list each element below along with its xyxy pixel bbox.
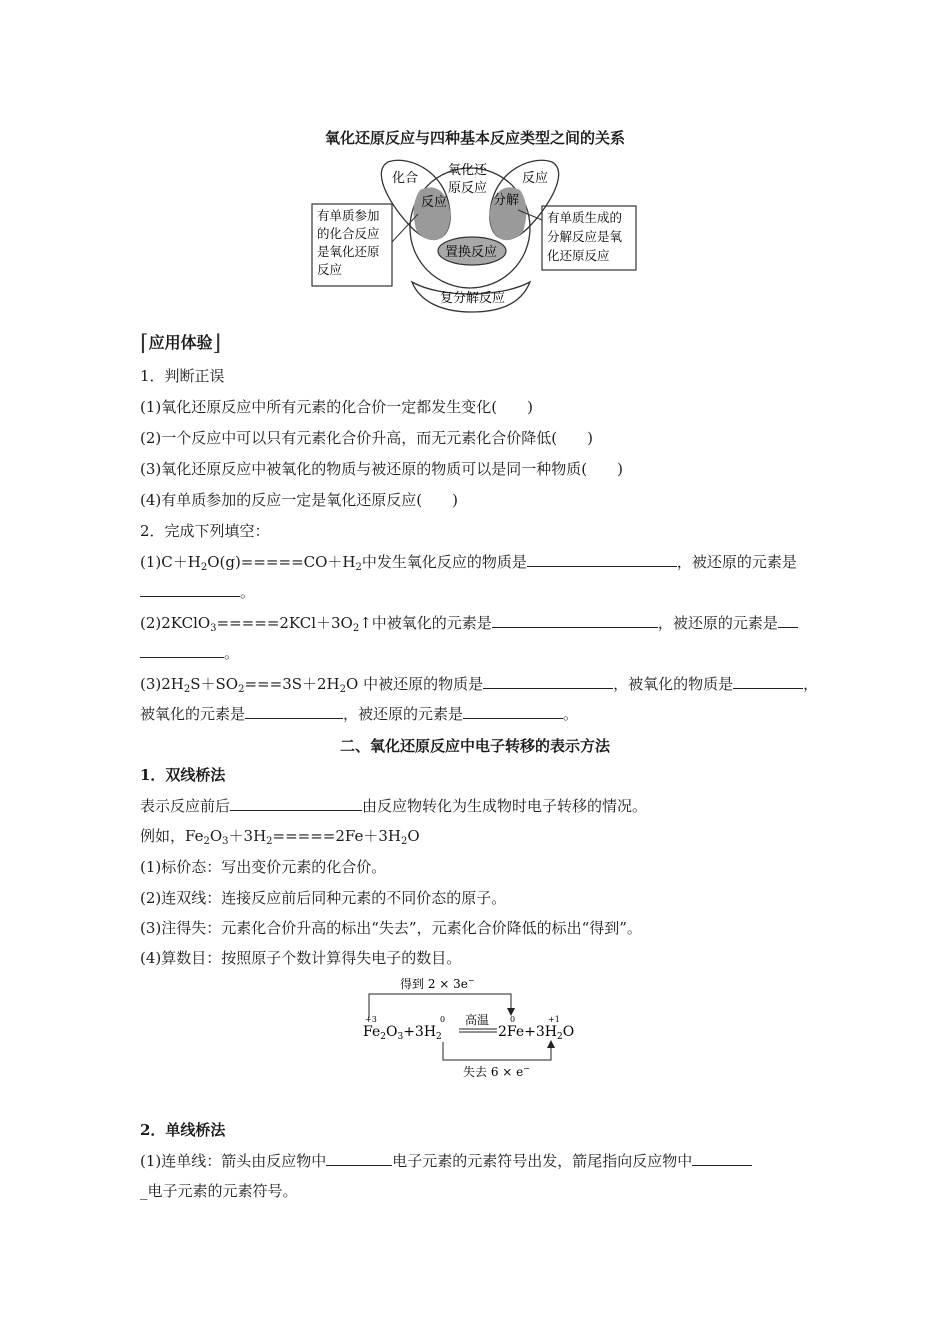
- step-4: (4)算数目：按照原子个数计算得失电子的数目。: [140, 949, 462, 967]
- right-box-line-1: 有单质生成的: [547, 210, 623, 225]
- answer-blank[interactable]: [245, 704, 343, 719]
- method2-line-1: (1)连单线：箭头由反应物中 电子元素的元素符号出发，箭尾指向反应物中: [140, 1151, 752, 1171]
- bridge-top-label: 得到 2 × 3e−: [400, 976, 475, 991]
- q2-part-1-cont: 。: [140, 582, 255, 602]
- q2-part-2-cont: 。: [140, 643, 239, 663]
- method1-title: 1．双线桥法: [140, 766, 226, 784]
- diagram-title: 氧化还原反应与四种基本反应类型之间的关系: [324, 129, 625, 147]
- right-box-line-2: 分解反应是氧: [547, 229, 623, 244]
- label-decomposition-top: 反应: [522, 171, 549, 186]
- equation-products: $2Fe+3H_2O$: [498, 1024, 575, 1042]
- label-decomposition-bottom: 分解: [493, 193, 520, 208]
- step-3: (3)注得失：元素化合价升高的标出“失去”，元素化合价降低的标出“得到”。: [140, 919, 642, 937]
- right-box-line-3: 化还原反应: [547, 248, 610, 263]
- method1-desc: 表示反应前后 由反应物转化为生成物时电子转移的情况。: [140, 797, 648, 815]
- label-double-decomposition: 复分解反应: [440, 291, 506, 306]
- method2-title: 2．单线桥法: [140, 1121, 226, 1139]
- label-redox-2: 原反应: [448, 181, 488, 196]
- q2-title: 2．完成下列填空：: [140, 522, 270, 540]
- bracket-left-icon: ⌈: [140, 331, 149, 356]
- valence-h-left: 0: [440, 1015, 446, 1024]
- left-box-line-2: 的化合反应: [317, 226, 380, 241]
- section-heading-text: 应用体验: [148, 333, 213, 352]
- double-bridge-diagram: [355, 972, 605, 1084]
- left-box-line-4: 反应: [317, 262, 343, 277]
- label-displacement: 置换反应: [445, 245, 498, 260]
- q1-item-2: (2)一个反应中可以只有元素化合价升高，而无元素化合价降低( ): [140, 429, 593, 447]
- valence-fe-left: +3: [365, 1015, 377, 1024]
- answer-blank[interactable]: [140, 582, 240, 597]
- section-heading: [140, 330, 221, 356]
- label-combination-top: 化合: [392, 171, 419, 186]
- valence-h-right: +1: [548, 1015, 560, 1024]
- q2-part-3: $(3)2H_2S+SO_2===3S+2H_2O$ 中被还原的物质是 ，被氧化的物质是 ，: [140, 675, 819, 695]
- answer-blank[interactable]: [230, 796, 362, 811]
- q1-item-3: (3)氧化还原反应中被氧化的物质与被还原的物质可以是同一种物质( ): [140, 460, 623, 478]
- answer-blank[interactable]: [692, 1151, 752, 1166]
- answer-blank[interactable]: [326, 1151, 392, 1166]
- answer-blank[interactable]: [140, 643, 224, 658]
- step-1: (1)标价态：写出变价元素的化合价。: [140, 858, 387, 876]
- equation: $Fe_2O_3+3H_2$: [363, 1024, 442, 1042]
- q2-part-3-cont: 被氧化的元素是 ，被还原的元素是 。: [140, 705, 579, 723]
- q2-part-1: $(1)C+H_2O(g)=====CO+H_2$中发生氧化反应的物质是 ，被还原的元素是: [140, 553, 797, 573]
- answer-blank[interactable]: [778, 613, 798, 628]
- redox-relationship-diagram: [300, 150, 650, 320]
- bridge-bottom-label: 失去 6 × e−: [463, 1064, 530, 1079]
- answer-blank[interactable]: [483, 674, 613, 689]
- step-2: (2)连双线：连接反应前后同种元素的不同价态的原子。: [140, 889, 507, 907]
- valence-fe-right: 0: [510, 1015, 516, 1024]
- label-redox-1: 氧化还: [448, 163, 488, 178]
- method2-line-2: _电子元素的元素符号。: [140, 1182, 298, 1200]
- answer-blank[interactable]: [527, 552, 677, 567]
- answer-blank[interactable]: [733, 674, 803, 689]
- label-combination-bottom: 反应: [421, 195, 448, 210]
- method1-example: 例如，$Fe_2O_3+3H_2=====2Fe+3H_2O$: [140, 827, 420, 847]
- q1-title: 1．判断正误: [140, 367, 225, 385]
- q2-part-2: $(2)2KClO_3=====2KCl+3O_2↑$中被氧化的元素是 ，被还原的元素是: [140, 613, 798, 633]
- answer-blank[interactable]: [463, 704, 563, 719]
- answer-blank[interactable]: [492, 613, 658, 628]
- section2-title: 二、氧化还原反应中电子转移的表示方法: [339, 737, 610, 755]
- bridge-bottom-line: [443, 1042, 551, 1060]
- q1-item-4: (4)有单质参加的反应一定是氧化还原反应( ): [140, 491, 458, 509]
- condition-label: 高温: [465, 1013, 490, 1027]
- q1-item-1: (1)氧化还原反应中所有元素的化合价一定都发生变化( ): [140, 398, 533, 416]
- left-box-line-3: 是氧化还原: [317, 244, 380, 259]
- left-box-line-1: 有单质参加: [317, 208, 380, 223]
- bracket-right-icon: ⌋: [212, 331, 222, 356]
